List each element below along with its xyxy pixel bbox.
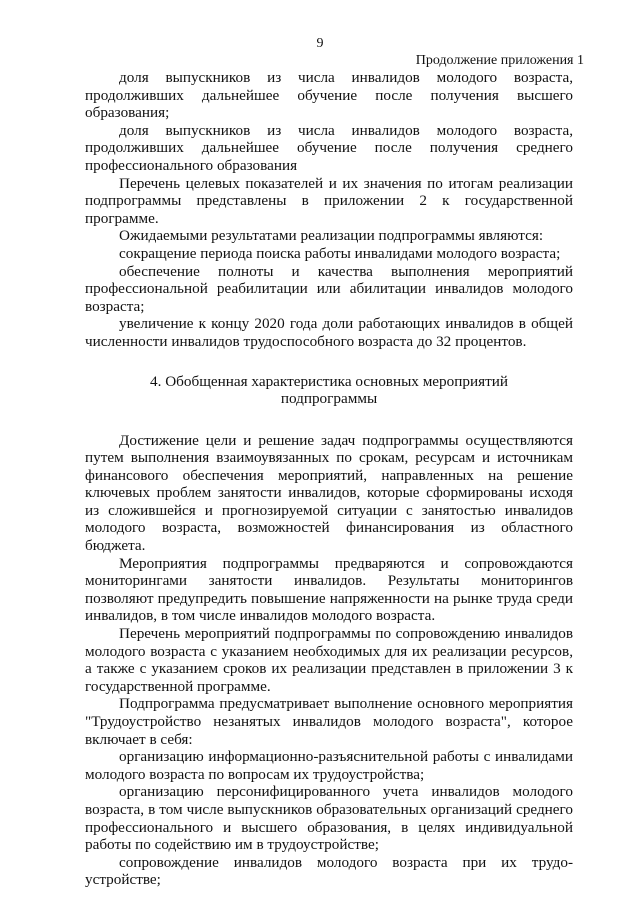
paragraph: организацию информационно-разъяснительной работы с инвалидами молодого возраста по вопросам их трудоустройства; [85,748,573,783]
paragraph: увеличение к концу 2020 года доли работающих инвалидов в общей численности инвалидов трудоспособного возраста до 32 процентов. [85,315,573,350]
paragraph: организацию персонифицированного учета инвалидов молодого возраста, в том числе выпускников образовательных организаций среднего профессионального и высшего образования, в целях индивидуальной работы по содействию им в трудоустройстве; [85,783,573,854]
paragraph: сопровождение инвалидов молодого возраста при их трудо- устройстве; [85,853,573,889]
paragraph: доля выпускников из числа инвалидов молодого возраста, продолживших дальнейшее обучение после получения среднего профессионального образования [85,121,573,174]
paragraph: обеспечение полноты и качества выполнения мероприятий профессиональной реабилитации или абилитации инвалидов молодого возраста; [85,262,573,315]
paragraph: Перечень мероприятий подпрограммы по сопровождению инвалидов молодого возраста с указанием необходимых для их реализации ресурсов, а также с указанием сроков их реализации представлен в приложении 3 к государственной программе. [85,625,573,695]
page-number: 9 [316,36,324,51]
paragraph: Достижение цели и решение задач подпрограммы осуществляются путем выполнения взаимоувязанных по срокам, ресурсам и источникам финансового обеспечения мероприятий, направленных на решение ключевых проблем занятости инвалидов, которые сформированы исходя из сложившейся и прогнозируемой ситуации с занятостью инвалидов молодого возраста, возможностей финансирования из областного бюджета. [85,431,573,555]
paragraph: Подпрограмма предусматривает выполнение основного мероприятия "Трудоустройство незанятых инвалидов молодого возраста", которое включает в себя: [85,695,573,748]
section-heading: 4. Обобщенная характеристика основных мероприятий подпрограммы [150,372,508,407]
continuation-label: Продолжение приложения 1 [415,53,584,68]
paragraph: Мероприятия подпрограммы предваряются и сопровождаются мониторингами занятости инвалидов. Результаты мониторингов позволяют предупредить повышение напряженности на рынке труда среди инвалидов, в том числе инвалидов молодого возраста. [85,554,573,625]
document-body [85,69,573,889]
paragraph: доля выпускников из числа инвалидов молодого возраста, продолживших дальнейшее обучение после получения высшего образования; [85,69,573,122]
paragraph: Ожидаемыми результатами реализации подпрограммы являются: [119,227,544,245]
paragraph: Перечень целевых показателей и их значения по итогам реализации подпрограммы представлены в приложении 2 к государственной программе. [85,174,573,227]
paragraph: сокращение периода поиска работы инвалидами молодого возраста; [119,244,561,262]
